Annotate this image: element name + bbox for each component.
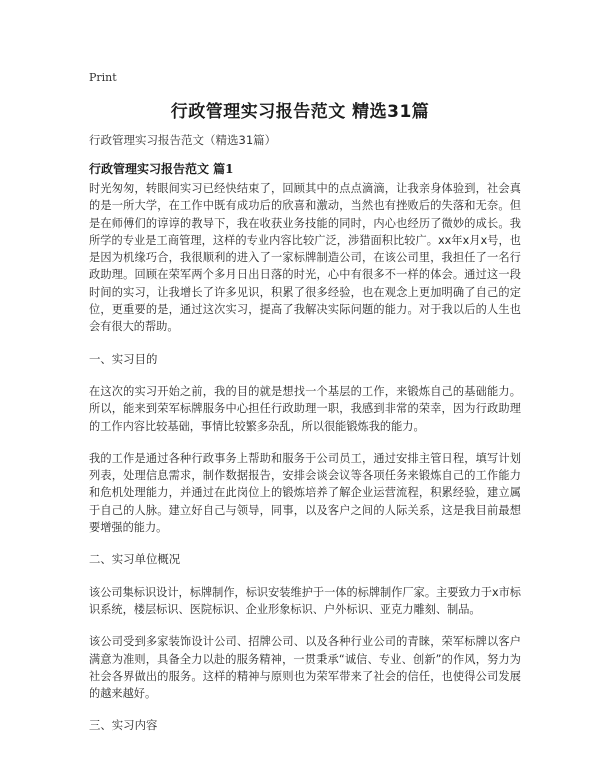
heading-purpose: 一、实习目的 xyxy=(89,351,158,366)
purpose-paragraph-2: 我的工作是通过各种行政事务上帮助和服务于公司员工，通过安排主管日程，填写计划列表，处理信息需求，制作数据报告，安排会谈会议等各项任务来锻炼自己的工作能力和危机处理能力，并通过在此岗位上的锻炼培养了解企业运营流程，积累经验，建立属于自己的人脉。建立好自己与领导，同事，以及客户之间的人际关系，这是我目前最想要增强的能力。 xyxy=(89,451,521,535)
document-subtitle: 行政管理实习报告范文（精选31篇） xyxy=(89,133,277,147)
company-paragraph-1: 该公司集标识设计，标牌制作，标识安装维护于一体的标牌制作厂家。主要致力于x市标识系统，楼层标识、医院标识、企业形象标识、户外标识、亚克力雕刻、制品。 xyxy=(89,585,521,616)
purpose-paragraph-1: 在这次的实习开始之前，我的目的就是想找一个基层的工作，来锻炼自己的基础能力。所以，能来到荣军标牌服务中心担任行政助理一职，我感到非常的荣幸，因为行政助理的工作内容比较基础，事情比较繁多杂乱，所以很能锻炼我的能力。 xyxy=(89,384,521,433)
document-body xyxy=(89,180,521,750)
company-paragraph-2: 该公司受到多家装饰设计公司、招牌公司、以及各种行业公司的青睐，荣军标牌以客户满意为准则，具备全力以赴的服务精神，一贯秉承“诚信、专业、创新”的作风，努力为社会各界做出的服务。这样的精神与原则也为荣军带来了社会的信任，也使得公司发展的越来越好。 xyxy=(89,635,521,701)
section-title: 行政管理实习报告范文 篇1 xyxy=(89,162,234,176)
intro-paragraph: 时光匆匆，转眼间实习已经快结束了，回顾其中的点点滴滴，让我亲身体验到，社会真的是一所大学，在工作中既有成功后的欣喜和激动，当然也有挫败后的失落和无奈。但是在师傅们的谆谆的教导下，我在收获业务技能的同时，内心也经历了微妙的成长。我所学的专业是工商管理，这样的专业内容比较广泛，涉猎面积比较广。xx年x月x号，也是因为机缘巧合，我很顺利的进入了一家标牌制造公司，在该公司里，我担任了一名行政助理。回顾在荣军两个多月日出日落的时光，心中有很多不一样的体会。通过这一段时间的实习，让我增长了许多见识，积累了很多经验，也在观念上更加明确了自己的定位，更重要的是，通过这次实习，提高了我解决实际问题的能力。对于我以后的人生也会有很大的帮助。 xyxy=(89,182,521,334)
print-link[interactable]: Print xyxy=(89,71,117,84)
heading-company-overview: 二、实习单位概况 xyxy=(89,552,181,567)
heading-internship-content: 三、实习内容 xyxy=(89,718,158,733)
page-title: 行政管理实习报告范文 精选31篇 xyxy=(170,102,430,122)
